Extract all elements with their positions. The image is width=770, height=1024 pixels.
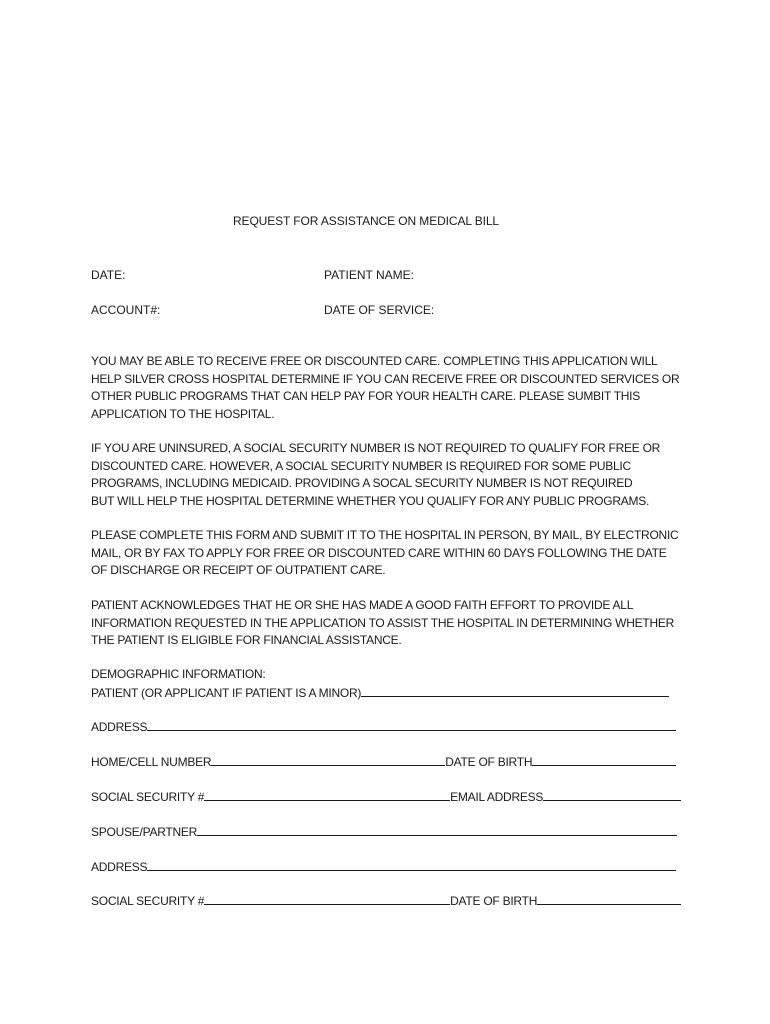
paragraph-line: HELP SILVER CROSS HOSPITAL DETERMINE IF YOU CAN RECEIVE FREE OR DISCOUNTED SERVICES OR <box>91 371 680 386</box>
paragraph-free-care <box>91 353 691 423</box>
demographic-heading: DEMOGRAPHIC INFORMATION: <box>91 667 266 681</box>
address-field <box>91 718 691 734</box>
address-input-line[interactable] <box>147 718 676 731</box>
email-input-line[interactable] <box>543 788 681 801</box>
paragraph-line: YOU MAY BE ABLE TO RECEIVE FREE OR DISCOUNTED CARE. COMPLETING THIS APPLICATION WILL <box>91 354 658 368</box>
patient-input-line[interactable] <box>361 684 669 697</box>
paragraph-line: INFORMATION REQUESTED IN THE APPLICATION TO ASSIST THE HOSPITAL IN DETERMINING WHETHER <box>91 615 675 630</box>
paragraph-line: PROGRAMS, INCLUDING MEDICAID. PROVIDING A SOCAL SECURITY NUMBER IS NOT REQUIRED <box>91 476 633 490</box>
patient-name-label: PATIENT NAME: <box>324 268 415 282</box>
form-title: REQUEST FOR ASSISTANCE ON MEDICAL BILL <box>232 214 500 228</box>
email-label: EMAIL ADDRESS <box>450 790 544 804</box>
header-row-2 <box>91 303 691 317</box>
dob-label: DATE OF BIRTH <box>445 755 533 769</box>
paragraph-acknowledgement <box>91 597 691 650</box>
phone-dob-field <box>91 753 691 769</box>
paragraph-submit <box>91 527 691 580</box>
ssn2-label: SOCIAL SECURITY # <box>91 894 205 908</box>
ssn2-dob2-field <box>91 892 691 908</box>
ssn-email-field <box>91 788 691 804</box>
patient-field <box>91 684 691 700</box>
address2-input-line[interactable] <box>147 858 676 871</box>
paragraph-line: DISCOUNTED CARE. HOWEVER, A SOCIAL SECURITY NUMBER IS REQUIRED FOR SOME PUBLIC <box>91 458 631 473</box>
ssn2-input-line[interactable] <box>204 892 450 905</box>
paragraph-line: BUT WILL HELP THE HOSPITAL DETERMINE WHETHER YOU QUALIFY FOR ANY PUBLIC PROGRAMS. <box>91 493 650 508</box>
paragraph-line: PLEASE COMPLETE THIS FORM AND SUBMIT IT TO THE HOSPITAL IN PERSON, BY MAIL, BY ELECTRONIC <box>91 528 679 542</box>
dob2-label: DATE OF BIRTH <box>450 894 538 908</box>
paragraph-line: OF DISCHARGE OR RECEIPT OF OUTPATIENT CARE. <box>91 563 386 577</box>
paragraph-line: IF YOU ARE UNINSURED, A SOCIAL SECURITY NUMBER IS NOT REQUIRED TO QUALIFY FOR FREE OR <box>91 441 661 455</box>
header-row-1 <box>91 268 691 282</box>
spouse-input-line[interactable] <box>197 823 677 836</box>
paragraph-line: APPLICATION TO THE HOSPITAL. <box>91 406 275 421</box>
account-label: ACCOUNT#: <box>91 303 161 317</box>
ssn-input-line[interactable] <box>204 788 450 801</box>
home-cell-input-line[interactable] <box>211 753 445 766</box>
spouse-field <box>91 823 691 839</box>
dob-input-line[interactable] <box>532 753 676 766</box>
paragraph-line: MAIL, OR BY FAX TO APPLY FOR FREE OR DISCOUNTED CARE WITHIN 60 DAYS FOLLOWING THE DATE <box>91 545 667 560</box>
address-label: ADDRESS <box>91 720 148 734</box>
address2-label: ADDRESS <box>91 860 148 874</box>
paragraph-line: PATIENT ACKNOWLEDGES THAT HE OR SHE HAS MADE A GOOD FAITH EFFORT TO PROVIDE ALL <box>91 598 634 612</box>
home-cell-label: HOME/CELL NUMBER <box>91 755 212 769</box>
address2-field <box>91 858 691 874</box>
spouse-label: SPOUSE/PARTNER <box>91 825 198 839</box>
patient-label: PATIENT (OR APPLICANT IF PATIENT IS A MINOR) <box>91 686 362 700</box>
paragraph-line: OTHER PUBLIC PROGRAMS THAT CAN HELP PAY FOR YOUR HEALTH CARE. PLEASE SUMBIT THIS <box>91 389 641 403</box>
date-of-service-label: DATE OF SERVICE: <box>324 303 435 317</box>
dob2-input-line[interactable] <box>537 892 681 905</box>
ssn-label: SOCIAL SECURITY # <box>91 790 205 804</box>
date-label: DATE: <box>91 268 126 282</box>
paragraph-ssn <box>91 440 691 510</box>
paragraph-line: THE PATIENT IS ELIGIBLE FOR FINANCIAL ASSISTANCE. <box>91 633 402 647</box>
